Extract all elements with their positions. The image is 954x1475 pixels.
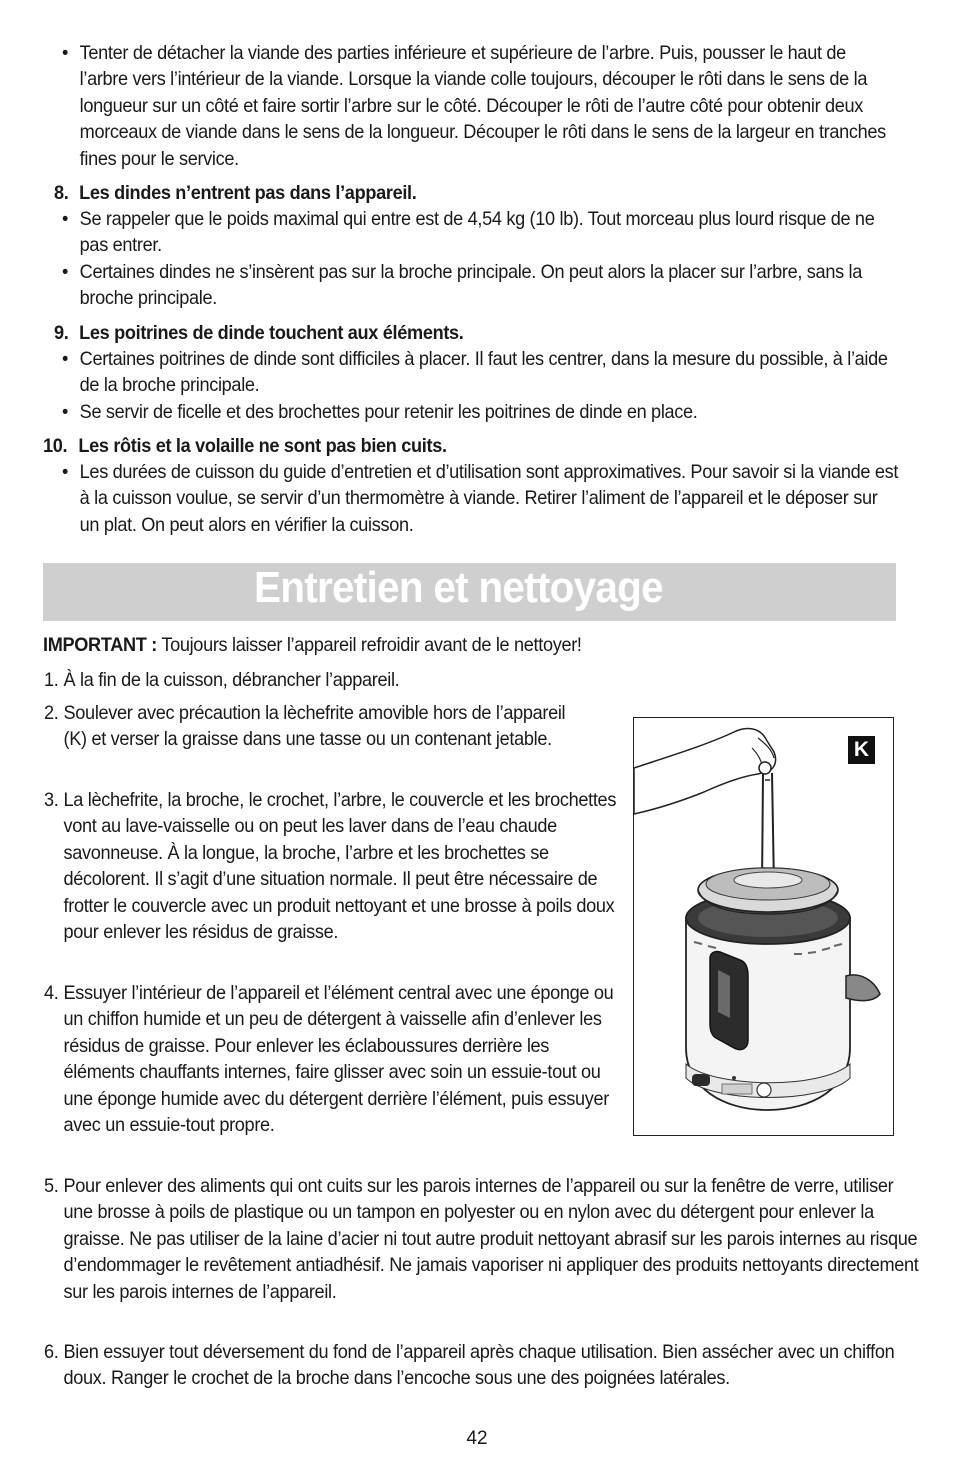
step-3 [44, 787, 622, 945]
figure-k-illustration [633, 717, 894, 1136]
trouble-9-bullet-1 [62, 346, 898, 399]
bullet-icon: • [62, 461, 69, 483]
bullet-text: Certaines poitrines de dinde sont difficiles à placer. Il faut les centrer, dans la mesure du possible, à l’aide de la broche principale. [79, 348, 888, 397]
important-notice [43, 632, 861, 658]
trouble-title: Les rôtis et la volaille ne sont pas bien cuits. [78, 435, 447, 457]
step-2 [44, 700, 566, 753]
section-title: Entretien et nettoyage [254, 563, 663, 612]
bullet-icon: • [62, 261, 69, 283]
step-1 [44, 667, 923, 693]
step-number: 4. [44, 982, 59, 1004]
step-number: 5. [44, 1175, 59, 1197]
trouble-number: 8. [54, 182, 69, 204]
trouble-8-bullet-2 [62, 259, 898, 312]
step-text: À la fin de la cuisson, débrancher l’appareil. [63, 669, 400, 691]
step-text: Bien essuyer tout déversement du fond de l’appareil après chaque utilisation. Bien assécher avec un chiffon doux. Ranger le crochet de la broche dans l’encoche sous une des poignées latérales. [63, 1341, 895, 1390]
step-number: 3. [44, 789, 59, 811]
intro-bullet [62, 40, 898, 172]
step-number: 6. [44, 1341, 59, 1363]
trouble-8-bullet-1 [62, 206, 898, 259]
intro-bullet-text: Tenter de détacher la viande des parties inférieure et supérieure de l’arbre. Puis, pousser le haut de l’arbre vers l’intérieur de la viande. Lorsque la viande colle toujours, découper le rôti dans le sens de la longueur sur un côté et faire sortir l’arbre sur le côté. Découper le rôti de l’autre côté pour obtenir deux morceaux de viande dans le sens de la longueur. Découper le rôti dans le sens de la largeur en tranches fines pour le service. [79, 42, 886, 170]
trouble-number: 9. [54, 322, 69, 344]
step-text: Soulever avec précaution la lèchefrite amovible hors de l’appareil (K) et verser la graisse dans une tasse ou un contenant jetable. [63, 702, 566, 751]
figure-label: K [848, 736, 875, 764]
step-6 [44, 1339, 923, 1392]
step-5 [44, 1173, 923, 1305]
step-text: Essuyer l’intérieur de l’appareil et l’élément central avec une éponge ou un chiffon humide et un peu de détergent à vaisselle afin d’enlever les résidus de graisse. Pour enlever les éclaboussures derrière les éléments chauffants internes, faire glisser avec soin un essuie-tout ou une éponge humide avec du détergent derrière l’élément, puis essuyer avec un essuie-tout propre. [63, 982, 614, 1137]
rotisserie-drip-tray-icon [634, 718, 894, 1136]
trouble-number: 10. [43, 435, 68, 457]
step-number: 1. [44, 669, 59, 691]
bullet-text: Les durées de cuisson du guide d’entretien et d’utilisation sont approximatives. Pour savoir si la viande est à la cuisson voulue, se servir d’un thermomètre à viande. Retirer l’aliment de l’appareil et le déposer sur un plat. On peut alors en vérifier la cuisson. [79, 461, 899, 536]
bullet-icon: • [62, 208, 69, 230]
trouble-title: Les dindes n’entrent pas dans l’appareil. [79, 182, 417, 204]
bullet-text: Se rappeler que le poids maximal qui entre est de 4,54 kg (10 lb). Tout morceau plus lourd risque de ne pas entrer. [79, 208, 875, 257]
step-4 [44, 980, 617, 1138]
step-text: Pour enlever des aliments qui ont cuits sur les parois internes de l’appareil ou sur la fenêtre de verre, utiliser une brosse à poils de plastique ou un tampon en polyester ou en nylon avec du détergent pour enlever la graisse. Ne pas utiliser de la laine d’acier ni tout autre produit nettoyant abrasif sur les parois internes au risque d’endommager le revêtement antiadhésif. Ne jamais vaporiser ni appliquer des produits nettoyants directement sur les parois internes de l’appareil. [63, 1175, 919, 1303]
bullet-text: Certaines dindes ne s’insèrent pas sur la broche principale. On peut alors la placer sur l’arbre, sans la broche principale. [79, 261, 863, 310]
step-text: La lèchefrite, la broche, le crochet, l’arbre, le couvercle et les brochettes vont au lave-vaisselle ou on peut les laver dans de l’eau chaude savonneuse. À la longue, la broche, l’arbre et les brochettes se décolorent. Il s’agit d’une situation normale. Il peut être nécessaire de frotter le couvercle avec un produit nettoyant et une brosse à poils doux pour enlever les résidus de graisse. [63, 789, 617, 944]
page-number: 42 [466, 1428, 488, 1449]
important-text: Toujours laisser l’appareil refroidir avant de le nettoyer! [161, 634, 582, 656]
trouble-9-bullet-2 [62, 399, 898, 425]
trouble-10-bullet-1 [62, 459, 898, 538]
bullet-icon: • [62, 401, 69, 423]
important-label: IMPORTANT : [43, 634, 157, 656]
step-number: 2. [44, 702, 59, 724]
bullet-icon: • [62, 42, 69, 64]
bullet-icon: • [62, 348, 69, 370]
bullet-text: Se servir de ficelle et des brochettes pour retenir les poitrines de dinde en place. [79, 401, 698, 423]
trouble-title: Les poitrines de dinde touchent aux éléments. [79, 322, 464, 344]
